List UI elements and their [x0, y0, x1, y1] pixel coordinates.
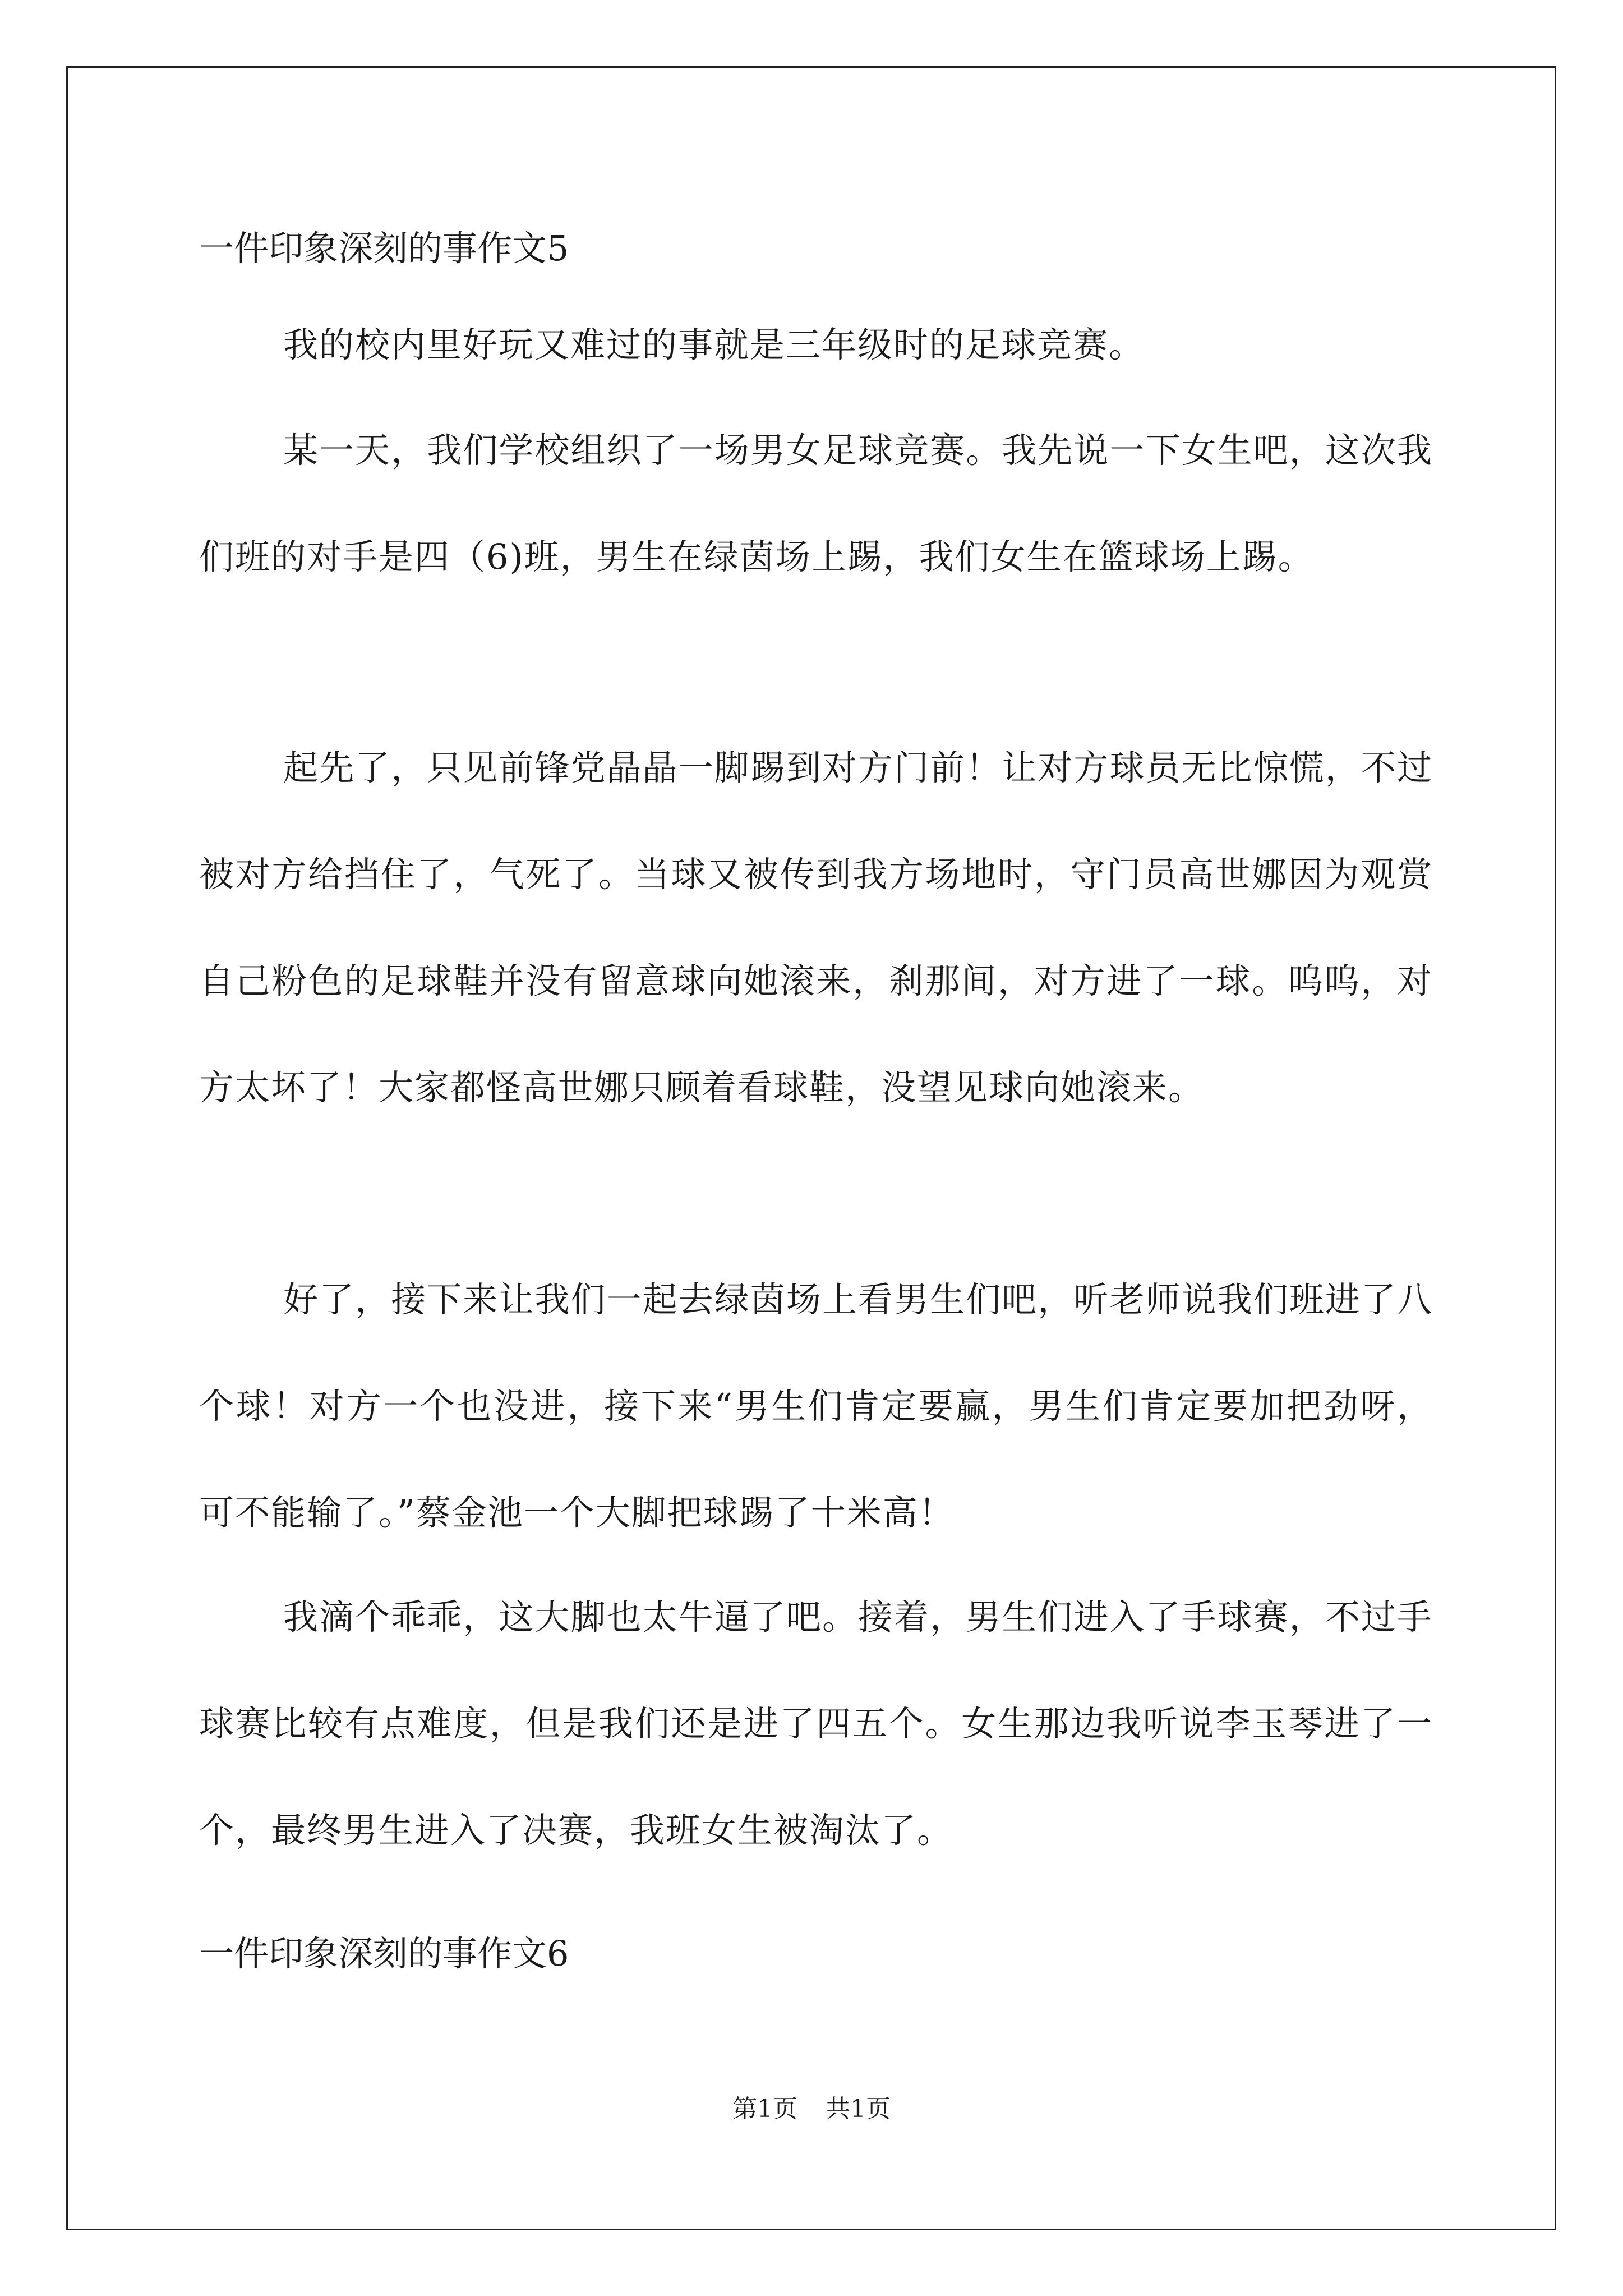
paragraph-3: 起先了，只见前锋党晶晶一脚踢到对方门前！让对方球员无比惊慌，不过被对方给挡住了，气死了。当球又被传到我方场地时，守门员高世娜因为观赏自己粉色的足球鞋并没有留意球向她滚来，刹那间，对方进了一球。呜呜，对方太坏了！大家都怪高世娜只顾着看球鞋，没望见球向她滚来。 [199, 747, 1433, 1108]
essay-heading-6: 一件印象深刻的事作文6 [199, 1933, 569, 1974]
essay-heading-5: 一件印象深刻的事作文5 [199, 228, 569, 269]
paragraph-2: 某一天，我们学校组织了一场男女足球竞赛。我先说一下女生吧，这次我们班的对手是四（6)班，男生在绿茵场上踢，我们女生在篮球场上踢。 [199, 430, 1433, 577]
page-number: 第1页 [732, 2095, 797, 2123]
page-footer [0, 2097, 1623, 2122]
paragraph-5: 我滴个乖乖，这大脚也太牛逼了吧。接着，男生们进入了手球赛，不过手球赛比较有点难度，但是我们还是进了四五个。女生那边我听说李玉琴进了一个，最终男生进入了决赛，我班女生被淘汰了。 [199, 1596, 1433, 1851]
paragraph-1: 我的校内里好玩又难过的事就是三年级时的足球竞赛。 [283, 324, 1145, 365]
paragraph-4: 好了，接下来让我们一起去绿茵场上看男生们吧，听老师说我们班进了八个球！对方一个也没进，接下来“男生们肯定要赢，男生们肯定要加把劲呀，可不能输了。”蔡金池一个大脚把球踢了十米高！ [199, 1279, 1433, 1533]
page-total: 共1页 [826, 2095, 891, 2123]
